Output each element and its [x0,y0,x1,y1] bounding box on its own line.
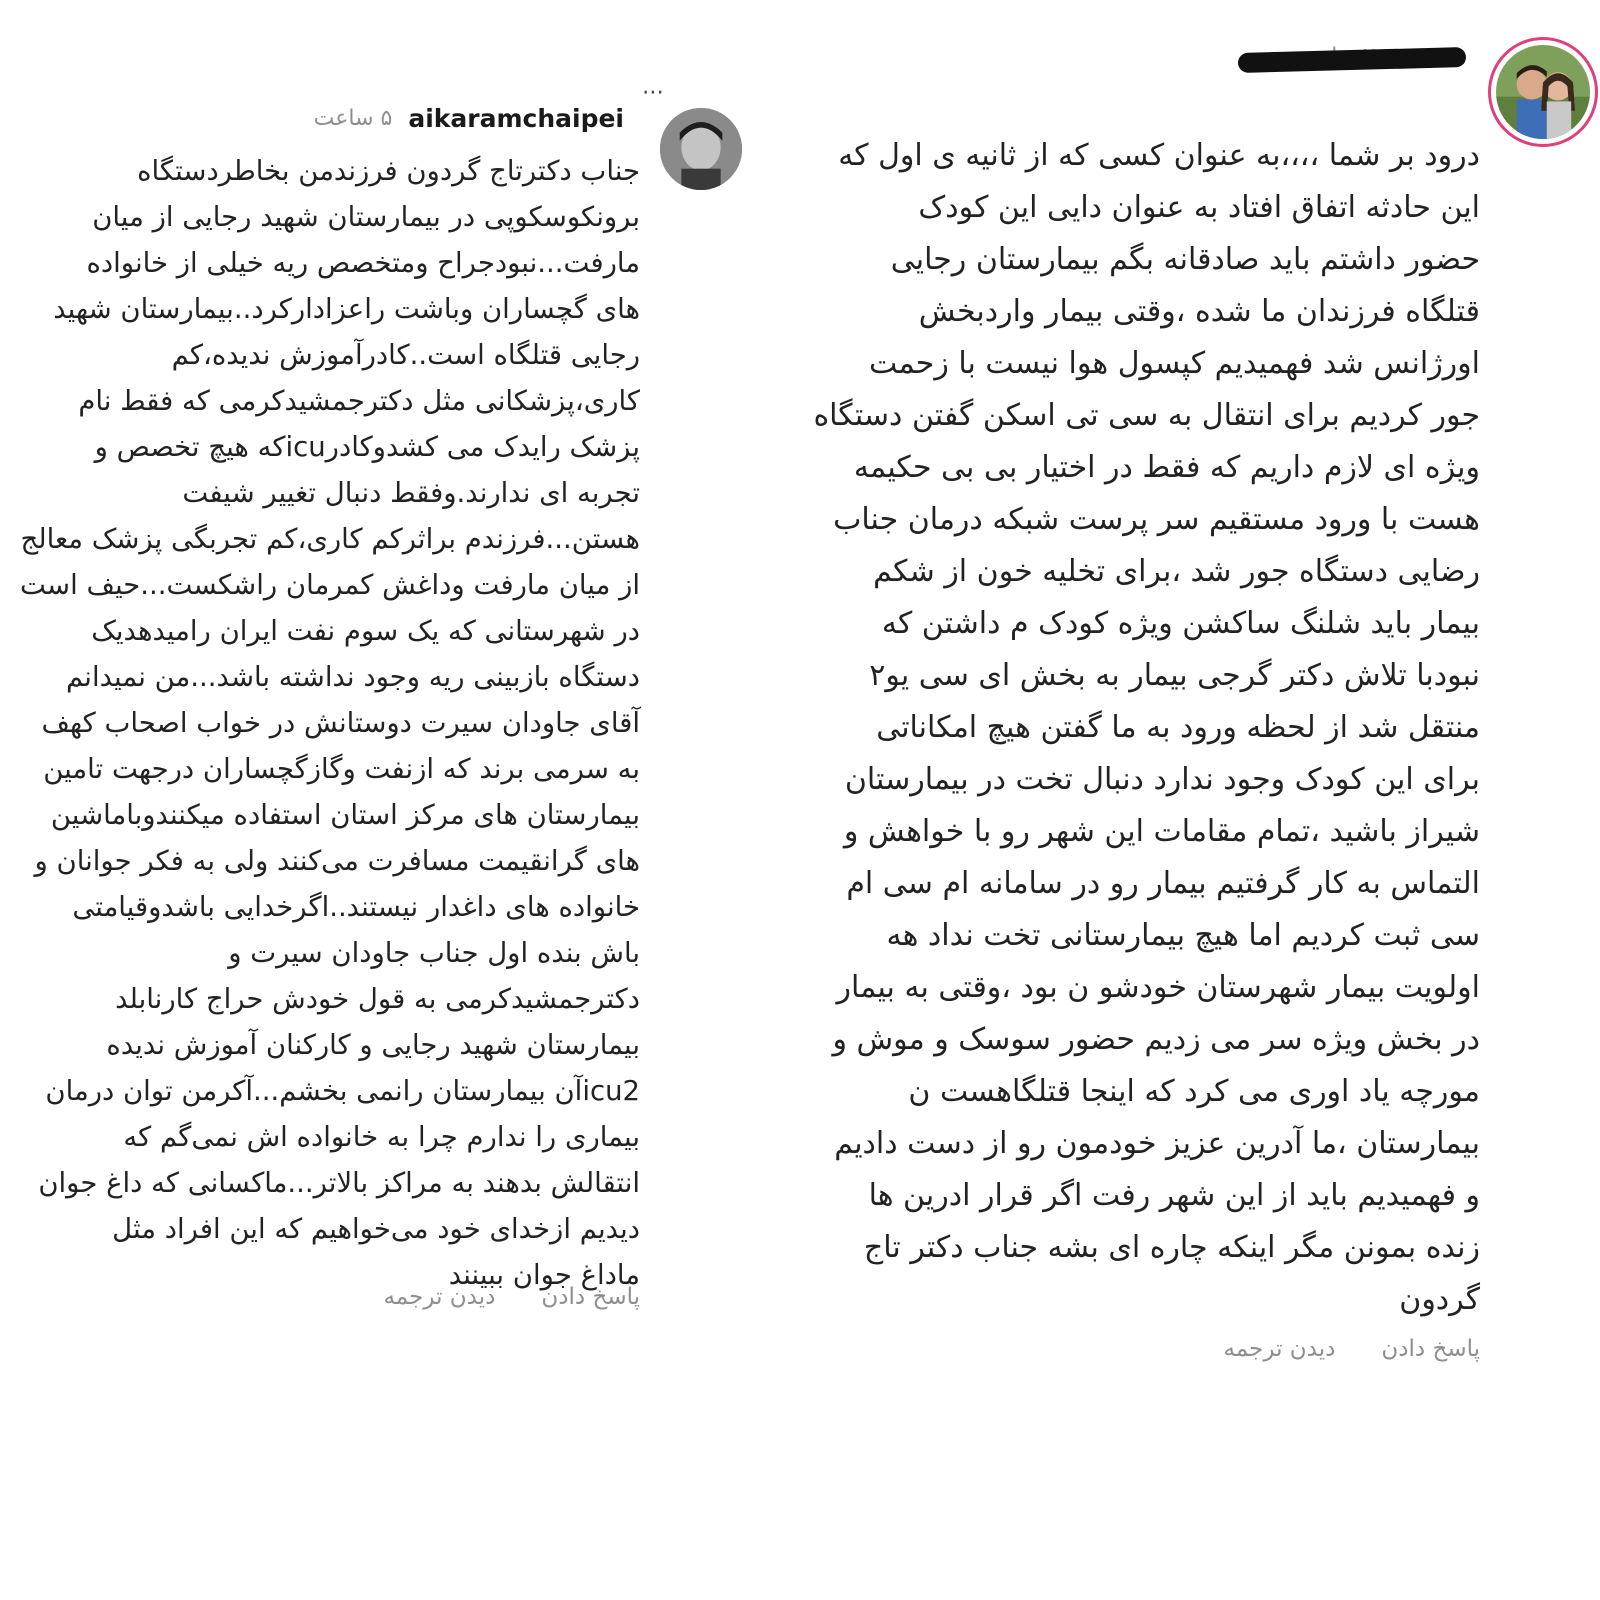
comment-header [314,104,624,133]
comment-timestamp: ۵ ساعت [313,106,393,131]
commenter-avatar[interactable] [1488,37,1598,147]
comment-text: درود بر شما ،،،،به عنوان کسی که از ثانیه ی اول که این حادثه اتفاق افتاد به عنوان دایی این کودک حضور داشتم باید صادقانه بگم بیمارستان رجایی قتلگاه فرزندان ما شده ،وقتی بیمار واردبخش اورژانس شد فهمیدیم کپسول هوا نیست با زحمت جور کردیم برای انتقال به سی تی اسکن گفتن دستگاه ویژه ای لازم داریم که فقط در اختیار بی بی حکیمه هست با ورود مستقیم سر پرست شبکه درمان جناب رضایی دستگاه جور شد ،برای تخلیه خون از شکم بیمار باید شلنگ ساکشن ویژه کودک م داشتن که نبودبا تلاش دکتر گرجی بیمار به بخش ای سی یو۲ منتقل شد از لحظه ورود به ما گفتن هیچ امکاناتی برای این کودک وجود ندارد دنبال تخت در بیمارستان شیراز باشید ،تمام مقامات این شهر رو با خواهش و التماس به کار گرفتیم بیمار رو در سامانه ام سی ام سی ثبت کردیم اما هیچ بیمارستانی تخت نداد هه اولویت بیمار شهرستان خودشو ن بود ،وقتی به بیمار در بخش ویژه سر می زدیم حضور سوسک و موش و مورچه یاد اوری می کرد که اینجا قتلگاهست ن بیمارستان ،ما آدرین عزیز خودمون رو از دست دادیم و فهمیدیم باید از این شهر رفت اگر قرار ادرین ها زنده بمونن مگر اینکه چاره ای بشه جناب دکتر تاج گردون [813,138,1480,1317]
avatar-photo [1496,45,1590,139]
avatar-photo [660,108,742,190]
comment-actions [384,1284,640,1310]
see-translation-button[interactable]: دیدن ترجمه [1223,1336,1336,1362]
see-translation-button[interactable]: دیدن ترجمه [383,1284,496,1310]
reply-button[interactable]: پاسخ دادن [1381,1336,1480,1362]
commenter-username[interactable]: aikaramchaipei [408,104,624,133]
comment-text: جناب دکترتاج گردون فرزندمن بخاطردستگاه برونکوسکوپی در بیمارستان شهید رجایی از میان مارفت...نبودجراح ومتخصص ریه خیلی از خانواده های گچساران وباشت راعزادارکرد..بیمارستان شهید رجایی قتلگاه است..کادرآموزش ندیده،کم کاری،پزشکانی مثل دکترجمشیدکرمی که فقط نام پزشک رایدک می کشدوکادرicuکه هیچ تخصص و تجربه ای ندارند.وفقط دنبال تغییر شیفت هستن...فرزندم براثرکم کاری،کم تجربگی پزشک معالج از میان مارفت وداغش کمرمان راشکست...حیف است در شهرستانی که یک سوم نفت ایران رامیدهدیک دستگاه بازبینی ریه وجود نداشته باشد...من نمیدانم آقای جاودان سیرت دوستانش در خواب اصحاب کهف به سرمی برند که ازنفت وگازگچساران درجهت تامین بیمارستان های مرکز استان استفاده میکنندوباماشین های گرانقیمت مسافرت می‌کنند ولی به فکر جوانان و خانواده های داغدار نیستند..اگرخدایی باشدوقیامتی باش بنده اول جناب جاودان سیرت و دکترجمشیدکرمی به قول خودش حراج کارنابلد بیمارستان شهید رجایی و کارکنان آموزش ندیده icu2آن بیمارستان رانمی بخشم...آکرمن توان درمان بیماری را ندارم چرا به خانواده اش نمی‌گم که انتقالش بدهند به مراکز بالاتر...ماکسانی که داغ جوان دیدیم ازخدای خود می‌خواهیم که این افراد مثل ماداغ جوان ببینند [20,155,640,1291]
reply-button[interactable]: پاسخ دادن [541,1284,640,1310]
more-options-icon[interactable]: ⋯ [642,80,665,105]
commenter-avatar[interactable] [660,108,742,190]
comment-actions [1224,1336,1480,1362]
